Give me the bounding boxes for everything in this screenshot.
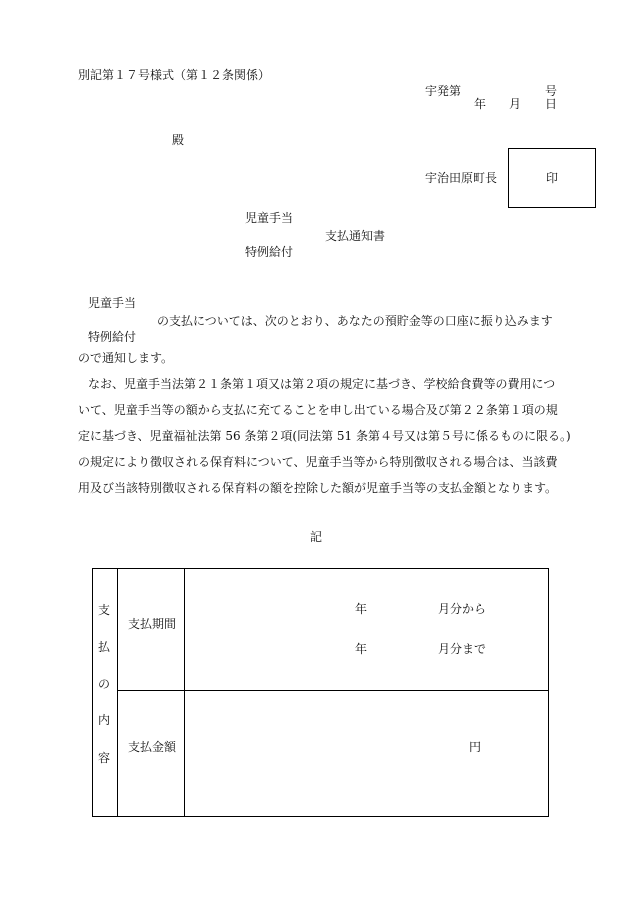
table-divider-row <box>117 690 549 691</box>
ki-heading: 記 <box>310 530 323 544</box>
table-side-label-char: 払 <box>98 640 111 654</box>
table-divider-side <box>117 568 118 817</box>
date-day-label: 日 <box>545 97 558 111</box>
note-line: いて、児童手当等の額から支払に充てることを申し出ている場合及び第２２条第１項の規 <box>78 403 558 417</box>
table-side-label-char: 容 <box>98 751 111 765</box>
period-label: 支払期間 <box>128 617 177 631</box>
intro-closing: ので通知します。 <box>78 351 174 365</box>
table-side-label-char: の <box>98 677 111 691</box>
note-line: 定に基づき、児童福祉法第 56 条第２項(同法第 51 条第４号又は第５号に係るものに限る。) <box>78 429 571 443</box>
amount-unit: 円 <box>469 740 482 754</box>
period-to-year: 年 <box>355 642 368 656</box>
note-line: 用及び当該特別徴収される保育料の額を控除した額が児童手当等の支払金額となります。 <box>78 481 558 495</box>
intro-option-child-allowance: 児童手当 <box>88 296 137 310</box>
note-line: なお、児童手当法第２１条第１項又は第２項の規定に基づき、学校給食費等の費用につ <box>88 377 556 391</box>
doc-number-suffix: 号 <box>545 84 558 98</box>
period-from-year: 年 <box>355 602 368 616</box>
table-side-label-char: 支 <box>98 603 111 617</box>
intro-main-text: の支払については、次のとおり、あなたの預貯金等の口座に振り込みます <box>157 314 553 328</box>
doc-number-prefix: 宇発第 <box>425 84 462 98</box>
title-option-child-allowance: 児童手当 <box>245 211 294 225</box>
seal-box <box>508 148 596 208</box>
intro-option-special-benefit: 特例給付 <box>88 330 137 344</box>
note-line: の規定により徴収される保育料について、児童手当等から特別徴収される場合は、当該費 <box>78 455 558 469</box>
title-main: 支払通知書 <box>325 229 386 243</box>
table-side-label-char: 内 <box>98 713 111 727</box>
issuer-name: 宇治田原町長 <box>425 171 498 185</box>
period-to-month: 月分まで <box>438 642 487 656</box>
title-option-special-benefit: 特例給付 <box>245 245 294 259</box>
date-month-label: 月 <box>509 97 522 111</box>
form-id-heading: 別記第１７号様式（第１２条関係） <box>78 68 271 82</box>
amount-label: 支払金額 <box>128 740 177 754</box>
seal-label: 印 <box>545 171 558 185</box>
period-from-month: 月分から <box>438 602 487 616</box>
addressee-honorific: 殿 <box>172 133 185 147</box>
table-divider-label <box>184 568 185 817</box>
date-year-label: 年 <box>474 97 487 111</box>
